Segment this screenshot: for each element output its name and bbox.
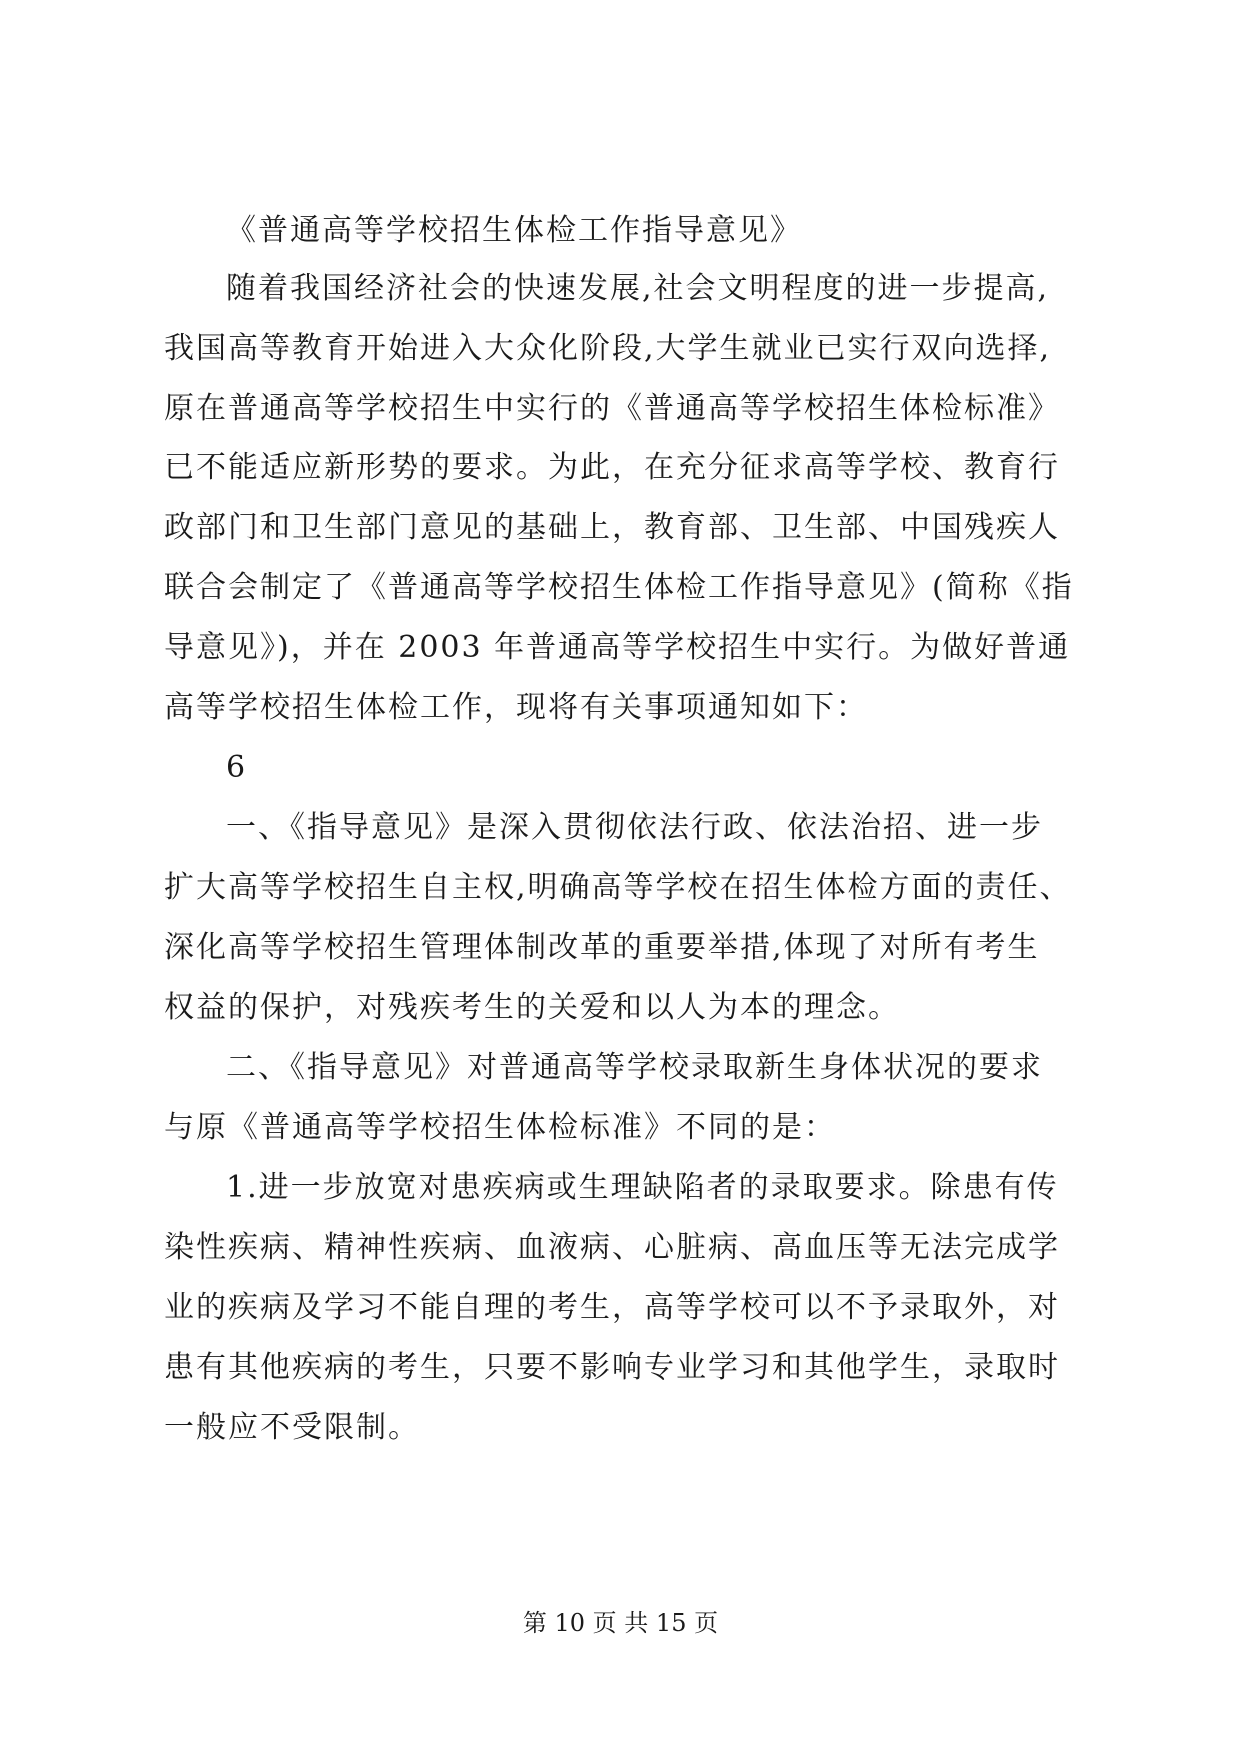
page-footer: 第 10 页 共 15 页 (522, 1609, 719, 1637)
paragraph-number: 6 (226, 750, 248, 785)
paragraph-line: 政部门和卫生部门意见的基础上，教育部、卫生部、中国残疾人 (164, 510, 1060, 545)
paragraph-line: 导意见》)，并在 2003 年普通高等学校招生中实行。为做好普通 (164, 630, 1071, 665)
paragraph-line: 一、《指导意见》是深入贯彻依法行政、依法治招、进一步 (226, 810, 1043, 845)
paragraph-line: 我国高等教育开始进入大众化阶段,大学生就业已实行双向选择, (164, 331, 1052, 366)
paragraph-line: 已不能适应新形势的要求。为此，在充分征求高等学校、教育行 (164, 450, 1060, 485)
paragraph-line: 一般应不受限制。 (164, 1410, 420, 1445)
paragraph-line: 1.进一步放宽对患疾病或生理缺陷者的录取要求。除患有传 (226, 1170, 1059, 1205)
paragraph-line: 业的疾病及学习不能自理的考生，高等学校可以不予录取外，对 (164, 1290, 1060, 1325)
paragraph-line: 深化高等学校招生管理体制改革的重要举措,体现了对所有考生 (164, 930, 1040, 965)
paragraph-line: 权益的保护，对残疾考生的关爱和以人为本的理念。 (164, 990, 900, 1025)
paragraph-line: 患有其他疾病的考生，只要不影响专业学习和其他学生，录取时 (164, 1350, 1060, 1385)
document-title: 《普通高等学校招生体检工作指导意见》 (226, 213, 802, 248)
paragraph-line: 扩大高等学校招生自主权,明确高等学校在招生体检方面的责任、 (164, 870, 1072, 905)
paragraph-line: 高等学校招生体检工作，现将有关事项通知如下： (164, 690, 868, 725)
paragraph-line: 染性疾病、精神性疾病、血液病、心脏病、高血压等无法完成学 (164, 1230, 1060, 1265)
paragraph-line: 与原《普通高等学校招生体检标准》不同的是： (164, 1110, 836, 1145)
paragraph-line: 二、《指导意见》对普通高等学校录取新生身体状况的要求 (226, 1050, 1043, 1085)
paragraph-line: 联合会制定了《普通高等学校招生体检工作指导意见》(简称《指 (164, 570, 1074, 605)
paragraph-line: 随着我国经济社会的快速发展,社会文明程度的进一步提高, (226, 271, 1050, 306)
paragraph-line: 原在普通高等学校招生中实行的《普通高等学校招生体检标准》 (164, 391, 1060, 426)
